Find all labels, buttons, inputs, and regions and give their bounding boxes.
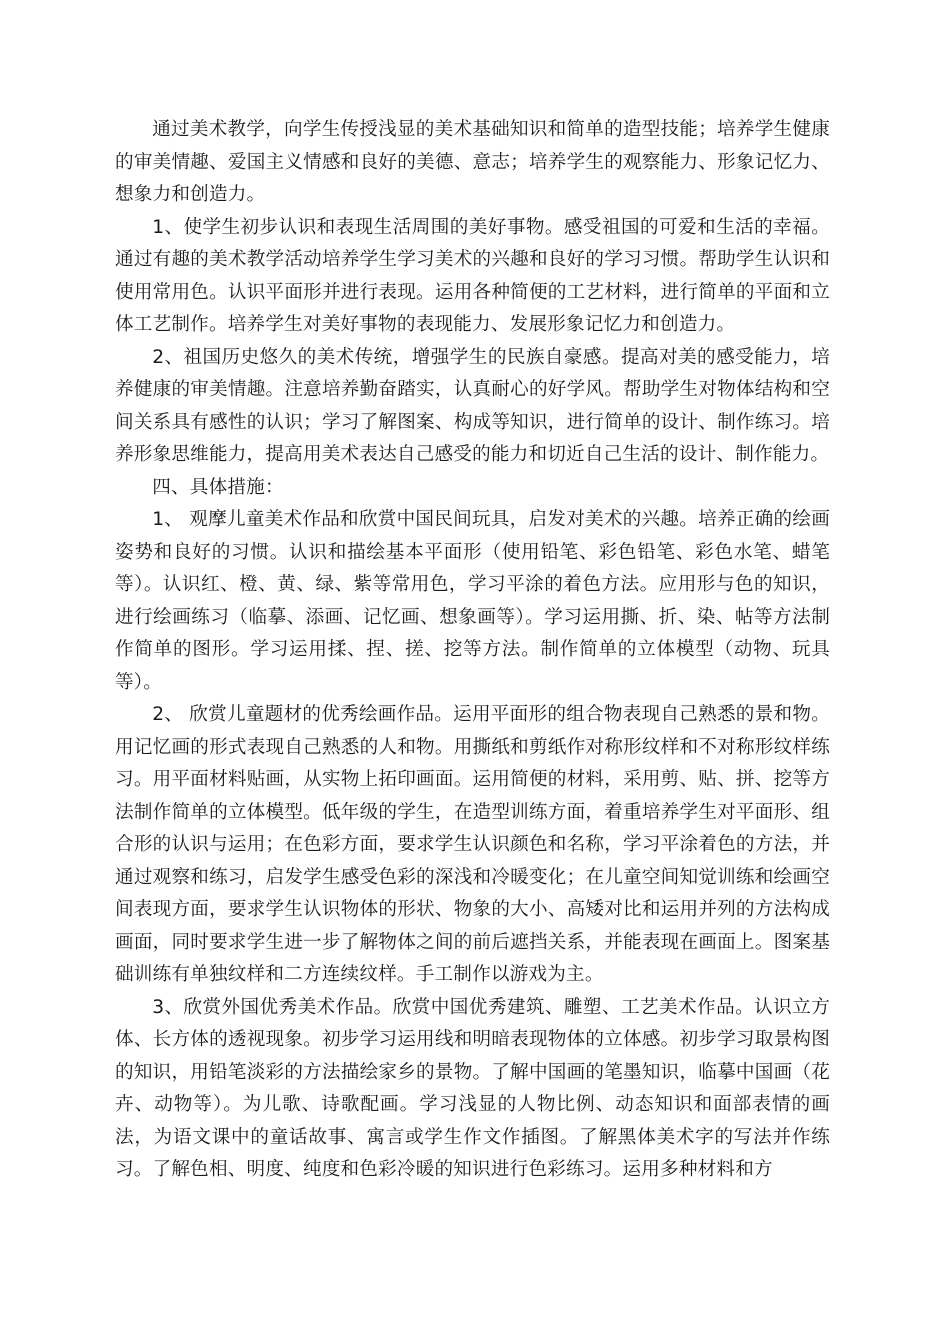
- paragraph-goal-2: 2、祖国历史悠久的美术传统，增强学生的民族自豪感。提高对美的感受能力，培养健康的审美情趣。注意培养勤奋踏实，认真耐心的好学风。帮助学生对物体结构和空间关系具有感性的认识；学习了解图案、构成等知识，进行简单的设计、制作练习。培养形象思维能力，提高用美术表达自己感受的能力和切近自己生活的设计、制作能力。: [115, 346, 830, 465]
- paragraph-measure-2: 2、 欣赏儿童题材的优秀绘画作品。运用平面形的组合物表现自己熟悉的景和物。用记忆画的形式表现自己熟悉的人和物。用撕纸和剪纸作对称形纹样和不对称形纹样练习。用平面材料贴画，从实物上拓印画面。运用简便的材料，采用剪、贴、拼、挖等方法制作简单的立体模型。低年级的学生，在造型训练方面，着重培养学生对平面形、组合形的认识与运用；在色彩方面，要求学生认识颜色和名称，学习平涂着色的方法，并通过观察和练习，启发学生感受色彩的深浅和冷暖变化；在儿童空间知觉训练和绘画空间表现方面，要求学生认识物体的形状、物象的大小、高矮对比和运用并列的方法构成画面，同时要求学生进一步了解物体之间的前后遮挡关系，并能表现在画面上。图案基础训练有单独纹样和二方连续纹样。手工制作以游戏为主。: [115, 704, 830, 985]
- section-heading-measures: 四、具体措施：: [152, 476, 284, 498]
- paragraph-measure-1: 1、 观摩儿童美术作品和欣赏中国民间玩具，启发对美术的兴趣。培养正确的绘画姿势和良好的习惯。认识和描绘基本平面形（使用铅笔、彩色铅笔、彩色水笔、蜡笔等）。认识红、橙、黄、绿、紫等常用色，学习平涂的着色方法。应用形与色的知识，进行绘画练习（临摹、添画、记忆画、想象画等）。学习运用撕、折、染、帖等方法制作简单的图形。学习运用揉、捏、搓、挖等方法。制作简单的立体模型（动物、玩具等）。: [115, 509, 830, 693]
- paragraph-measure-3: 3、欣赏外国优秀美术作品。欣赏中国优秀建筑、雕塑、工艺美术作品。认识立方体、长方体的透视现象。初步学习运用线和明暗表现物体的立体感。初步学习取景构图的知识，用铅笔淡彩的方法描绘家乡的景物。了解中国画的笔墨知识，临摹中国画（花卉、动物等）。为儿歌、诗歌配画。学习浅显的人物比例、动态知识和面部表情的画法，为语文课中的童话故事、寓言或学生作文作插图。了解黑体美术字的写法并作练习。了解色相、明度、纯度和色彩冷暖的知识进行色彩练习。运用多种材料和方: [115, 996, 830, 1180]
- document-body: [115, 114, 830, 1187]
- paragraph-goal-1: 1、使学生初步认识和表现生活周围的美好事物。感受祖国的可爱和生活的幸福。通过有趣的美术教学活动培养学生学习美术的兴趣和良好的学习习惯。帮助学生认识和使用常用色。认识平面形并进行表现。运用各种简便的工艺材料，进行简单的平面和立体工艺制作。培养学生对美好事物的表现能力、发展形象记忆力和创造力。: [115, 216, 830, 335]
- paragraph-intro: 通过美术教学，向学生传授浅显的美术基础知识和简单的造型技能；培养学生健康的审美情趣、爱国主义情感和良好的美德、意志；培养学生的观察能力、形象记忆力、想象力和创造力。: [115, 119, 830, 205]
